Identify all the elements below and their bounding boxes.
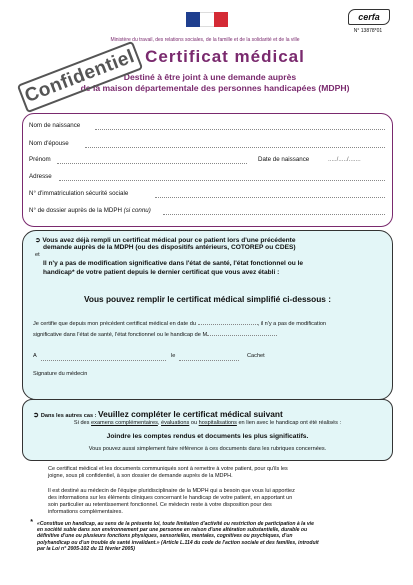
ou-text: ou (189, 420, 199, 426)
arrow-icon: ➲ (33, 412, 41, 419)
nom-epouse-label: Nom d'épouse (29, 140, 69, 147)
nom-naissance-label: Nom de naissance (29, 122, 81, 129)
page-title: Certificat médical (145, 47, 305, 66)
prenom-field[interactable] (57, 163, 247, 164)
examens-complementaires-text: examens complémentaires (91, 420, 158, 426)
signature-label: Signature du médecin (33, 371, 88, 377)
hospitalisations-text: hospitalisations (198, 420, 237, 426)
arrow-icon: ➲ (35, 237, 43, 244)
simplified-certificate-box (22, 230, 393, 400)
flag-blue (186, 12, 200, 27)
securite-sociale-label: N° d'immatriculation sécurité sociale (29, 190, 129, 197)
simplified-intro-line-1-text: Vous avez déjà rempli un certificat médical pour ce patient lors d'une précédente (42, 237, 296, 244)
simplified-intro-line-4: handicap* de votre patient depuis le dernier certificat que vous avez établi : (43, 269, 280, 276)
subtitle-line-2: de la maison départementale des personnes handicapées (MDPH) (80, 83, 350, 93)
place-field[interactable] (41, 360, 166, 361)
signature-date-field[interactable] (179, 360, 239, 361)
simplified-et: et (35, 252, 40, 258)
other-cases-prefix: Dans les autres cas : (40, 413, 99, 419)
reference-documents-note: Vous pouvez aussi simplement faire référence à ces documents dans les rubriques concernées. (88, 446, 327, 452)
dossier-mdph-label-note: (si connu) (123, 207, 151, 214)
footnote-line-5: par la Loi n° 2005-102 du 11 février 2005) (37, 545, 135, 552)
subtitle-line-1: Destiné à être joint à une demande auprès (123, 72, 297, 82)
cerfa-number: N° 13878*01 (353, 28, 383, 34)
confidential-stamp: Confidentiel (17, 41, 144, 113)
si-des-text: Si des (73, 420, 92, 426)
dossier-mdph-field[interactable] (163, 214, 385, 215)
simplified-intro-line-3: Il n'y a pas de modification significative dans l'état de santé, l'état fonctionnel ou le (43, 260, 304, 267)
dossier-mdph-label (29, 207, 151, 214)
securite-sociale-field[interactable] (155, 197, 385, 198)
join-reports-instruction: Joindre les comptes rendus et documents les plus significatifs. (106, 433, 309, 440)
info-p1-line-1: Ce certificat médical et les documents communiqués sont à remettre à votre patient, pour qu'ils les (48, 466, 288, 472)
evaluations-text: évaluations (160, 420, 190, 426)
simplified-cert-line-2 (33, 332, 277, 338)
ministry-name: Ministère du travail, des relations sociales, de la famille et de la solidarité et de la ville (110, 37, 300, 43)
cerfa-logo: cerfa (348, 9, 390, 25)
handicap-definition-footnote (37, 521, 392, 552)
place-label: A (33, 353, 37, 359)
info-p2-line-3: soin particulier au retentissement fonctionnel. Ce médecin reste à votre disposition pour des (48, 502, 272, 508)
simplified-cert-line-1 (33, 321, 326, 327)
prenom-label: Prénom (29, 156, 51, 163)
info-paragraph-2 (48, 488, 378, 516)
info-p1-line-2: joigne, sous pli confidentiel, à son dossier de demande auprès de la MDPH. (48, 473, 233, 479)
info-paragraph-1 (48, 466, 378, 480)
footnote-line-1: «Constitue un handicap, au sens de la présente loi, toute limitation d'activité ou restriction de participation à la vie (37, 521, 314, 527)
date-label: le (171, 353, 176, 359)
footnote-line-3: définitive d'une ou plusieurs fonctions physiques, sensorielles, mentales, cognitives ou psychiques, d'un (37, 533, 293, 540)
other-cases-documents-line (23, 420, 392, 426)
info-p2-line-4: informations complémentaires. (48, 509, 123, 515)
patient-name-field[interactable] (207, 335, 277, 336)
nom-epouse-field[interactable] (85, 147, 385, 148)
footnote-star: * (30, 519, 33, 526)
cachet-label: Cachet (247, 353, 265, 359)
other-cases-heading: Veuillez compléter le certificat médical suivant (98, 409, 283, 419)
info-p2-line-2: des informations sur les éléments cliniques concernant le handicap de votre patient, en apportant un (48, 495, 293, 501)
adresse-field[interactable] (59, 180, 385, 181)
patient-identity-box (22, 113, 393, 227)
date-naissance-label: Date de naissance (258, 156, 310, 163)
cert-line-2-text: significative dans l'état de santé, l'état fonctionnel ou le handicap de M (33, 332, 208, 338)
comma-text: , (157, 420, 161, 426)
flag-white (200, 12, 214, 27)
footnote-line-2: en société subie dans son environnement par une personne en raison d'une altération substantielle, durable ou (37, 527, 308, 534)
other-cases-box (22, 399, 393, 461)
previous-certificate-date-field[interactable] (198, 324, 258, 325)
date-naissance-field[interactable]: ...../...../....... (328, 156, 361, 163)
flag-red (214, 12, 228, 27)
simplified-heading: Vous pouvez remplir le certificat médical simplifié ci-dessous : (84, 294, 331, 304)
simplified-intro-line-1 (35, 236, 385, 244)
cert-line-1-end: , il n'y a pas de modification (257, 321, 327, 327)
cert-line-1-start: Je certifie que depuis mon précédent certificat médical en date du (33, 321, 198, 327)
simplified-intro-line-2: demande auprès de la MDPH (ou des dispositifs antérieurs, COTOREP ou CDES) (43, 244, 296, 251)
nom-naissance-field[interactable] (95, 129, 385, 130)
other-cases-rest-text: en lien avec le handicap ont été réalisés : (236, 420, 342, 426)
republique-flag-logo (186, 12, 228, 27)
info-p2-line-1: Il est destiné au médecin de l'équipe pluridisciplinaire de la MDPH qui a besoin que vous lui apportiez (48, 488, 295, 494)
adresse-label: Adresse (29, 173, 52, 180)
footnote-line-4: polyhandicap ou d'un trouble de santé invalidant.» (Article L.114 du code de l'action sociale et des familles, introduit (37, 539, 319, 546)
dossier-mdph-label-text: N° de dossier auprès de la MDPH (29, 207, 124, 214)
